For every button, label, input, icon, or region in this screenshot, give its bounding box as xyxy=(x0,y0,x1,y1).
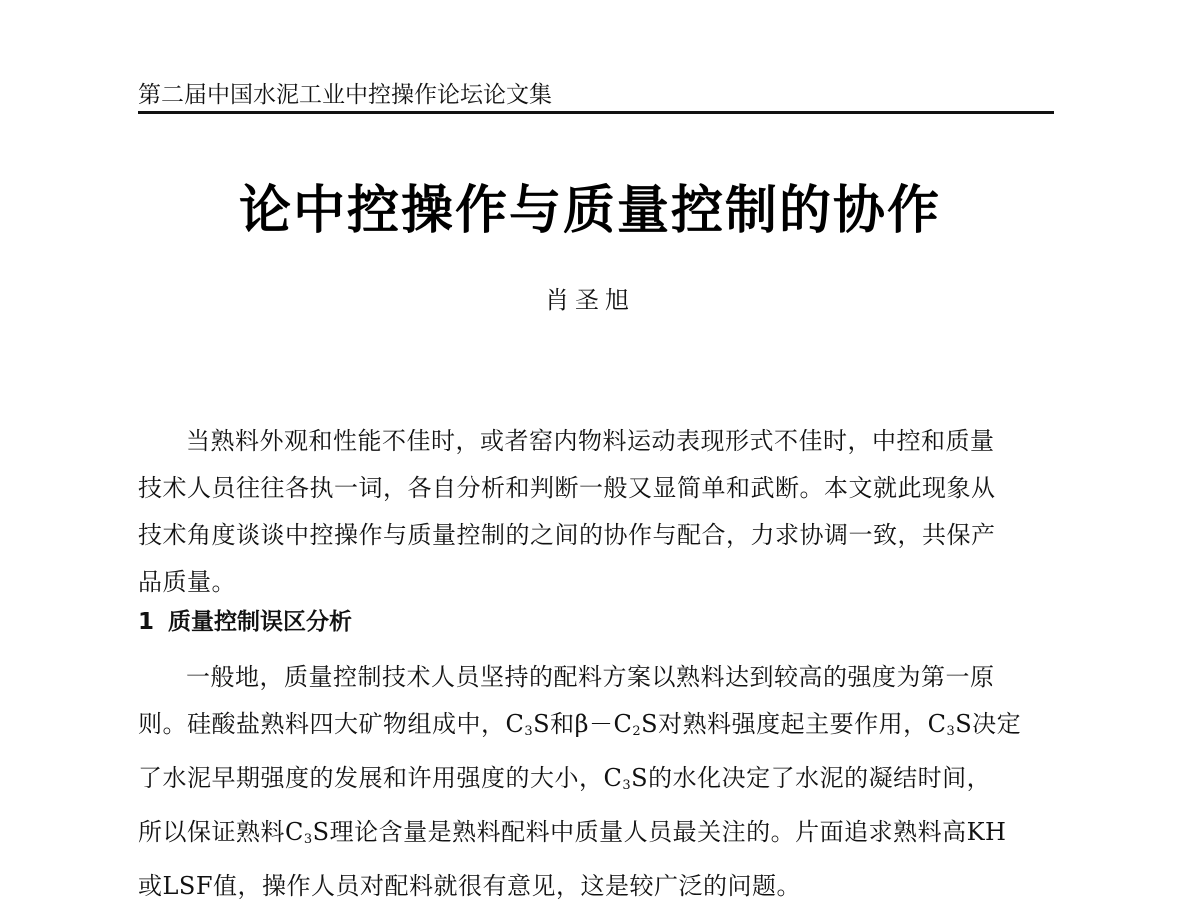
text-run: S和β－C xyxy=(533,710,633,738)
text-run: 则。硅酸盐熟料四大矿物组成中，C xyxy=(138,710,525,738)
section-heading xyxy=(138,603,352,636)
text-run: S决定 xyxy=(955,710,1022,738)
header-rule xyxy=(138,111,1054,114)
author-name: 肖圣旭 xyxy=(545,286,635,314)
subscript: 3 xyxy=(622,778,632,793)
intro-line-3: 技术角度谈谈中控操作与质量控制的之间的协作与配合，力求协调一致，共保产 xyxy=(138,521,996,549)
text-run: S理论含量是熟料配料中质量人员最关注的。片面追求熟料高KH xyxy=(312,818,1007,846)
intro-line-2: 技术人员往往各执一词，各自分析和判断一般又显简单和武断。本文就此现象从 xyxy=(138,474,996,502)
article-title: 论中控操作与质量控制的协作 xyxy=(238,180,941,241)
subscript: 2 xyxy=(632,724,642,739)
text-run: 了水泥早期强度的发展和许用强度的大小，C xyxy=(138,764,623,792)
section-line-4 xyxy=(138,809,1054,863)
subscript: 3 xyxy=(946,724,956,739)
section-line-5: 或LSF值，操作人员对配料就很有意见，这是较广泛的问题。 xyxy=(138,872,802,900)
intro-line-4: 品质量。 xyxy=(138,568,236,596)
text-run: S的水化决定了水泥的凝结时间， xyxy=(631,764,992,792)
section-line-3 xyxy=(138,755,1054,809)
section-line-1: 一般地，质量控制技术人员坚持的配料方案以熟料达到较高的强度为第一原 xyxy=(186,663,995,691)
section-title: 质量控制误区分析 xyxy=(168,609,353,635)
intro-paragraph xyxy=(138,418,1054,606)
section-line-2 xyxy=(138,701,1054,755)
intro-line-1: 当熟料外观和性能不佳时，或者窑内物料运动表现形式不佳时，中控和质量 xyxy=(186,427,995,455)
text-run: S对熟料强度起主要作用，C xyxy=(641,710,947,738)
section-paragraph xyxy=(138,654,1054,910)
text-run: 所以保证熟料C xyxy=(138,818,304,846)
section-number: 1 xyxy=(138,609,155,635)
subscript: 3 xyxy=(524,724,534,739)
running-title: 第二届中国水泥工业中控操作论坛论文集 xyxy=(138,82,552,108)
subscript: 3 xyxy=(303,832,313,847)
